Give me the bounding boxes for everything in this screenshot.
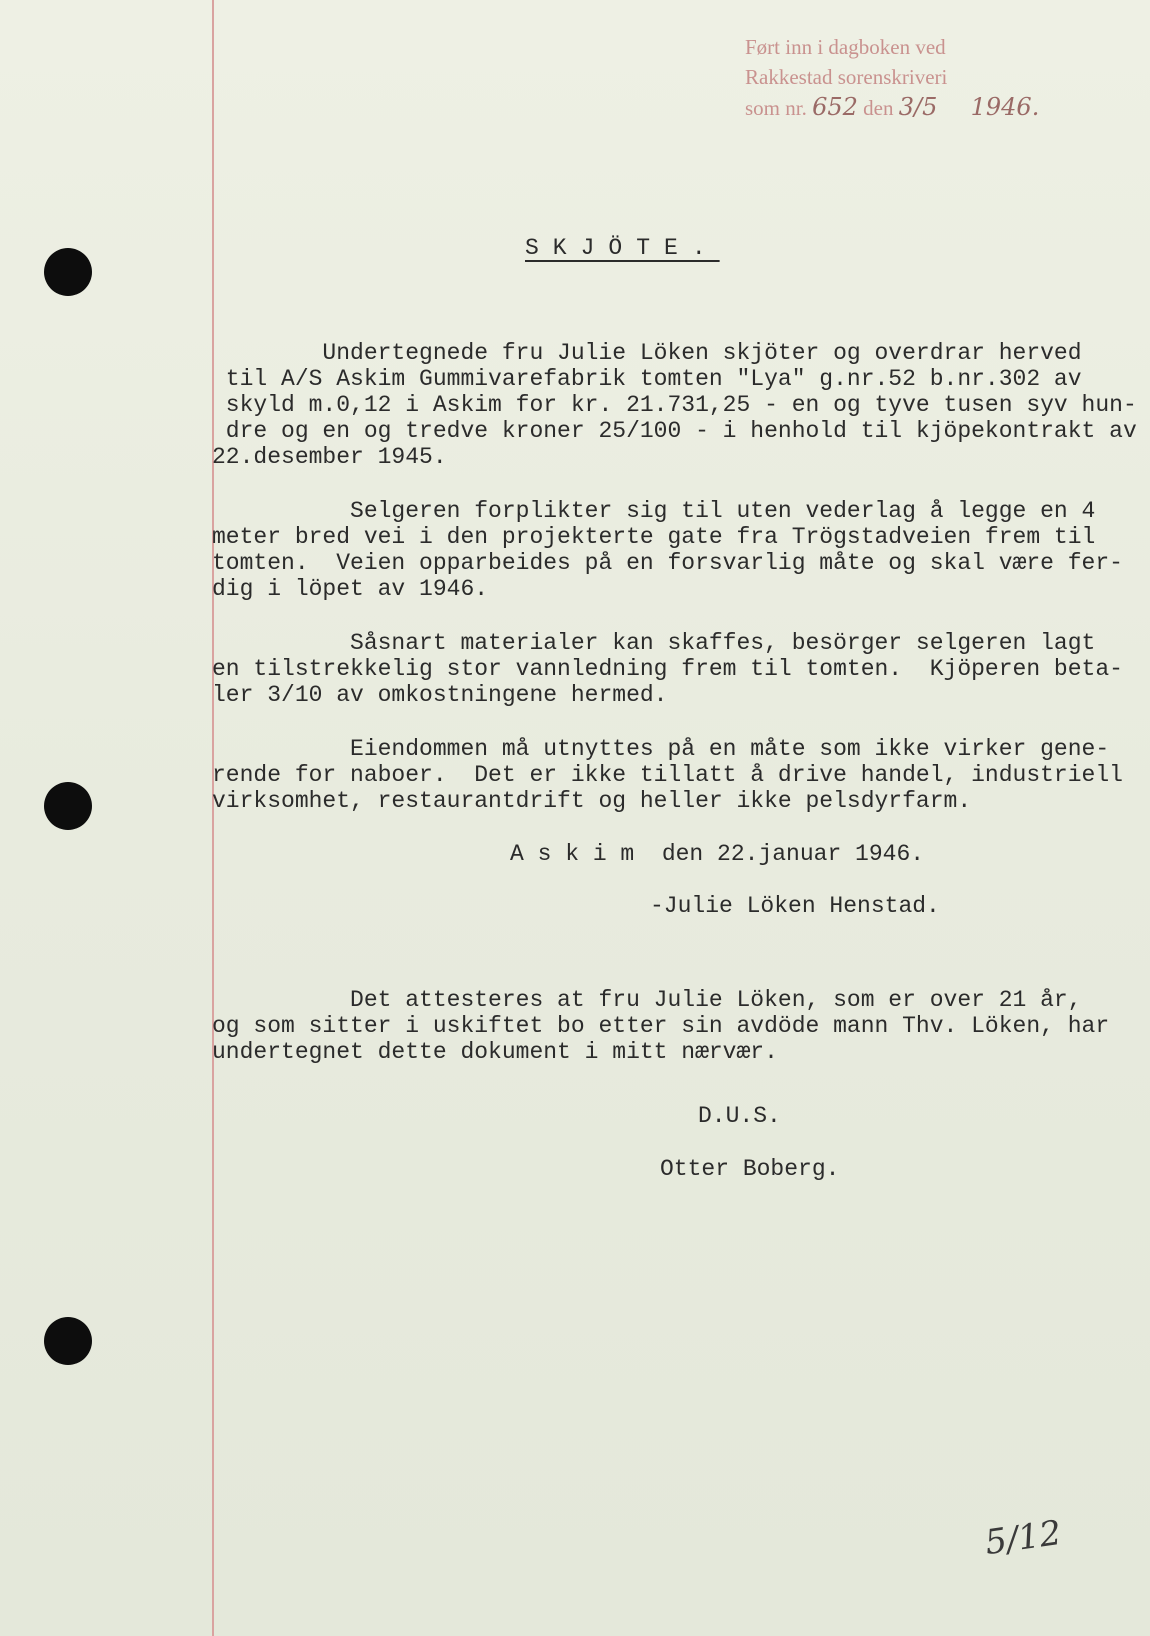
paragraph-road: Selgeren forplikter sig til uten vederlag å legge en 4 meter bred vei i den projekterte gate fra Trögstadveien frem til tomten. Veien opparbeides på en forsvarlig måte og skal være fer- dig i löpet av 1946. [212, 498, 1123, 602]
stamp-date: 3/5 [898, 93, 938, 121]
paragraph-attestation: Det attesteres at fru Julie Löken, som er over 21 år, og som sitter i uskiftet bo etter sin avdöde mann Thv. Löken, har undertegnet dette dokument i mitt nærvær. [212, 987, 1110, 1065]
stamp-line-2: Rakkestad sorenskriveri [745, 65, 948, 89]
place-and-date: A s k i m den 22.januar 1946. [510, 841, 925, 867]
dus-abbreviation: D.U.S. [698, 1103, 781, 1129]
document-title: SKJÖTE. [525, 235, 720, 261]
stamp-line-3 [745, 92, 1039, 123]
stamp-year: 1946. [970, 93, 1040, 121]
stamp-som-nr-label: som nr. [745, 96, 807, 120]
stamp-number: 652 [812, 93, 858, 121]
punch-hole-top [44, 248, 92, 296]
punch-hole-bottom [44, 1317, 92, 1365]
witness-signature: Otter Boberg. [660, 1156, 840, 1182]
seller-signature: -Julie Löken Henstad. [650, 893, 940, 919]
stamp-den-label: den [863, 96, 894, 120]
paragraph-sale: Undertegnede fru Julie Löken skjöter og overdrar herved til A/S Askim Gummivarefabrik tomten "Lya" g.nr.52 b.nr.302 av skyld m.0,12 i Askim for kr. 21.731,25 - en og tyve tusen syv hun- dre og en og tredve kroner 25/100 - i henhold til kjöpekontrakt av 22.desember 1945. [212, 340, 1137, 470]
handwritten-initials: 5/12 [982, 1512, 1064, 1564]
punch-hole-middle [44, 782, 92, 830]
paragraph-restrictions: Eiendommen må utnyttes på en måte som ikke virker gene- rende for naboer. Det er ikke tillatt å drive handel, industriell virksomhet, restaurantdrift og heller ikke pelsdyrfarm. [212, 736, 1123, 814]
registration-stamp [745, 32, 1039, 123]
stamp-line-1: Ført inn i dagboken ved [745, 35, 946, 59]
paragraph-water: Såsnart materialer kan skaffes, besörger selgeren lagt en tilstrekkelig stor vannledning frem til tomten. Kjöperen beta- ler 3/10 av omkostningene hermed. [212, 630, 1123, 708]
margin-line [212, 0, 214, 1636]
